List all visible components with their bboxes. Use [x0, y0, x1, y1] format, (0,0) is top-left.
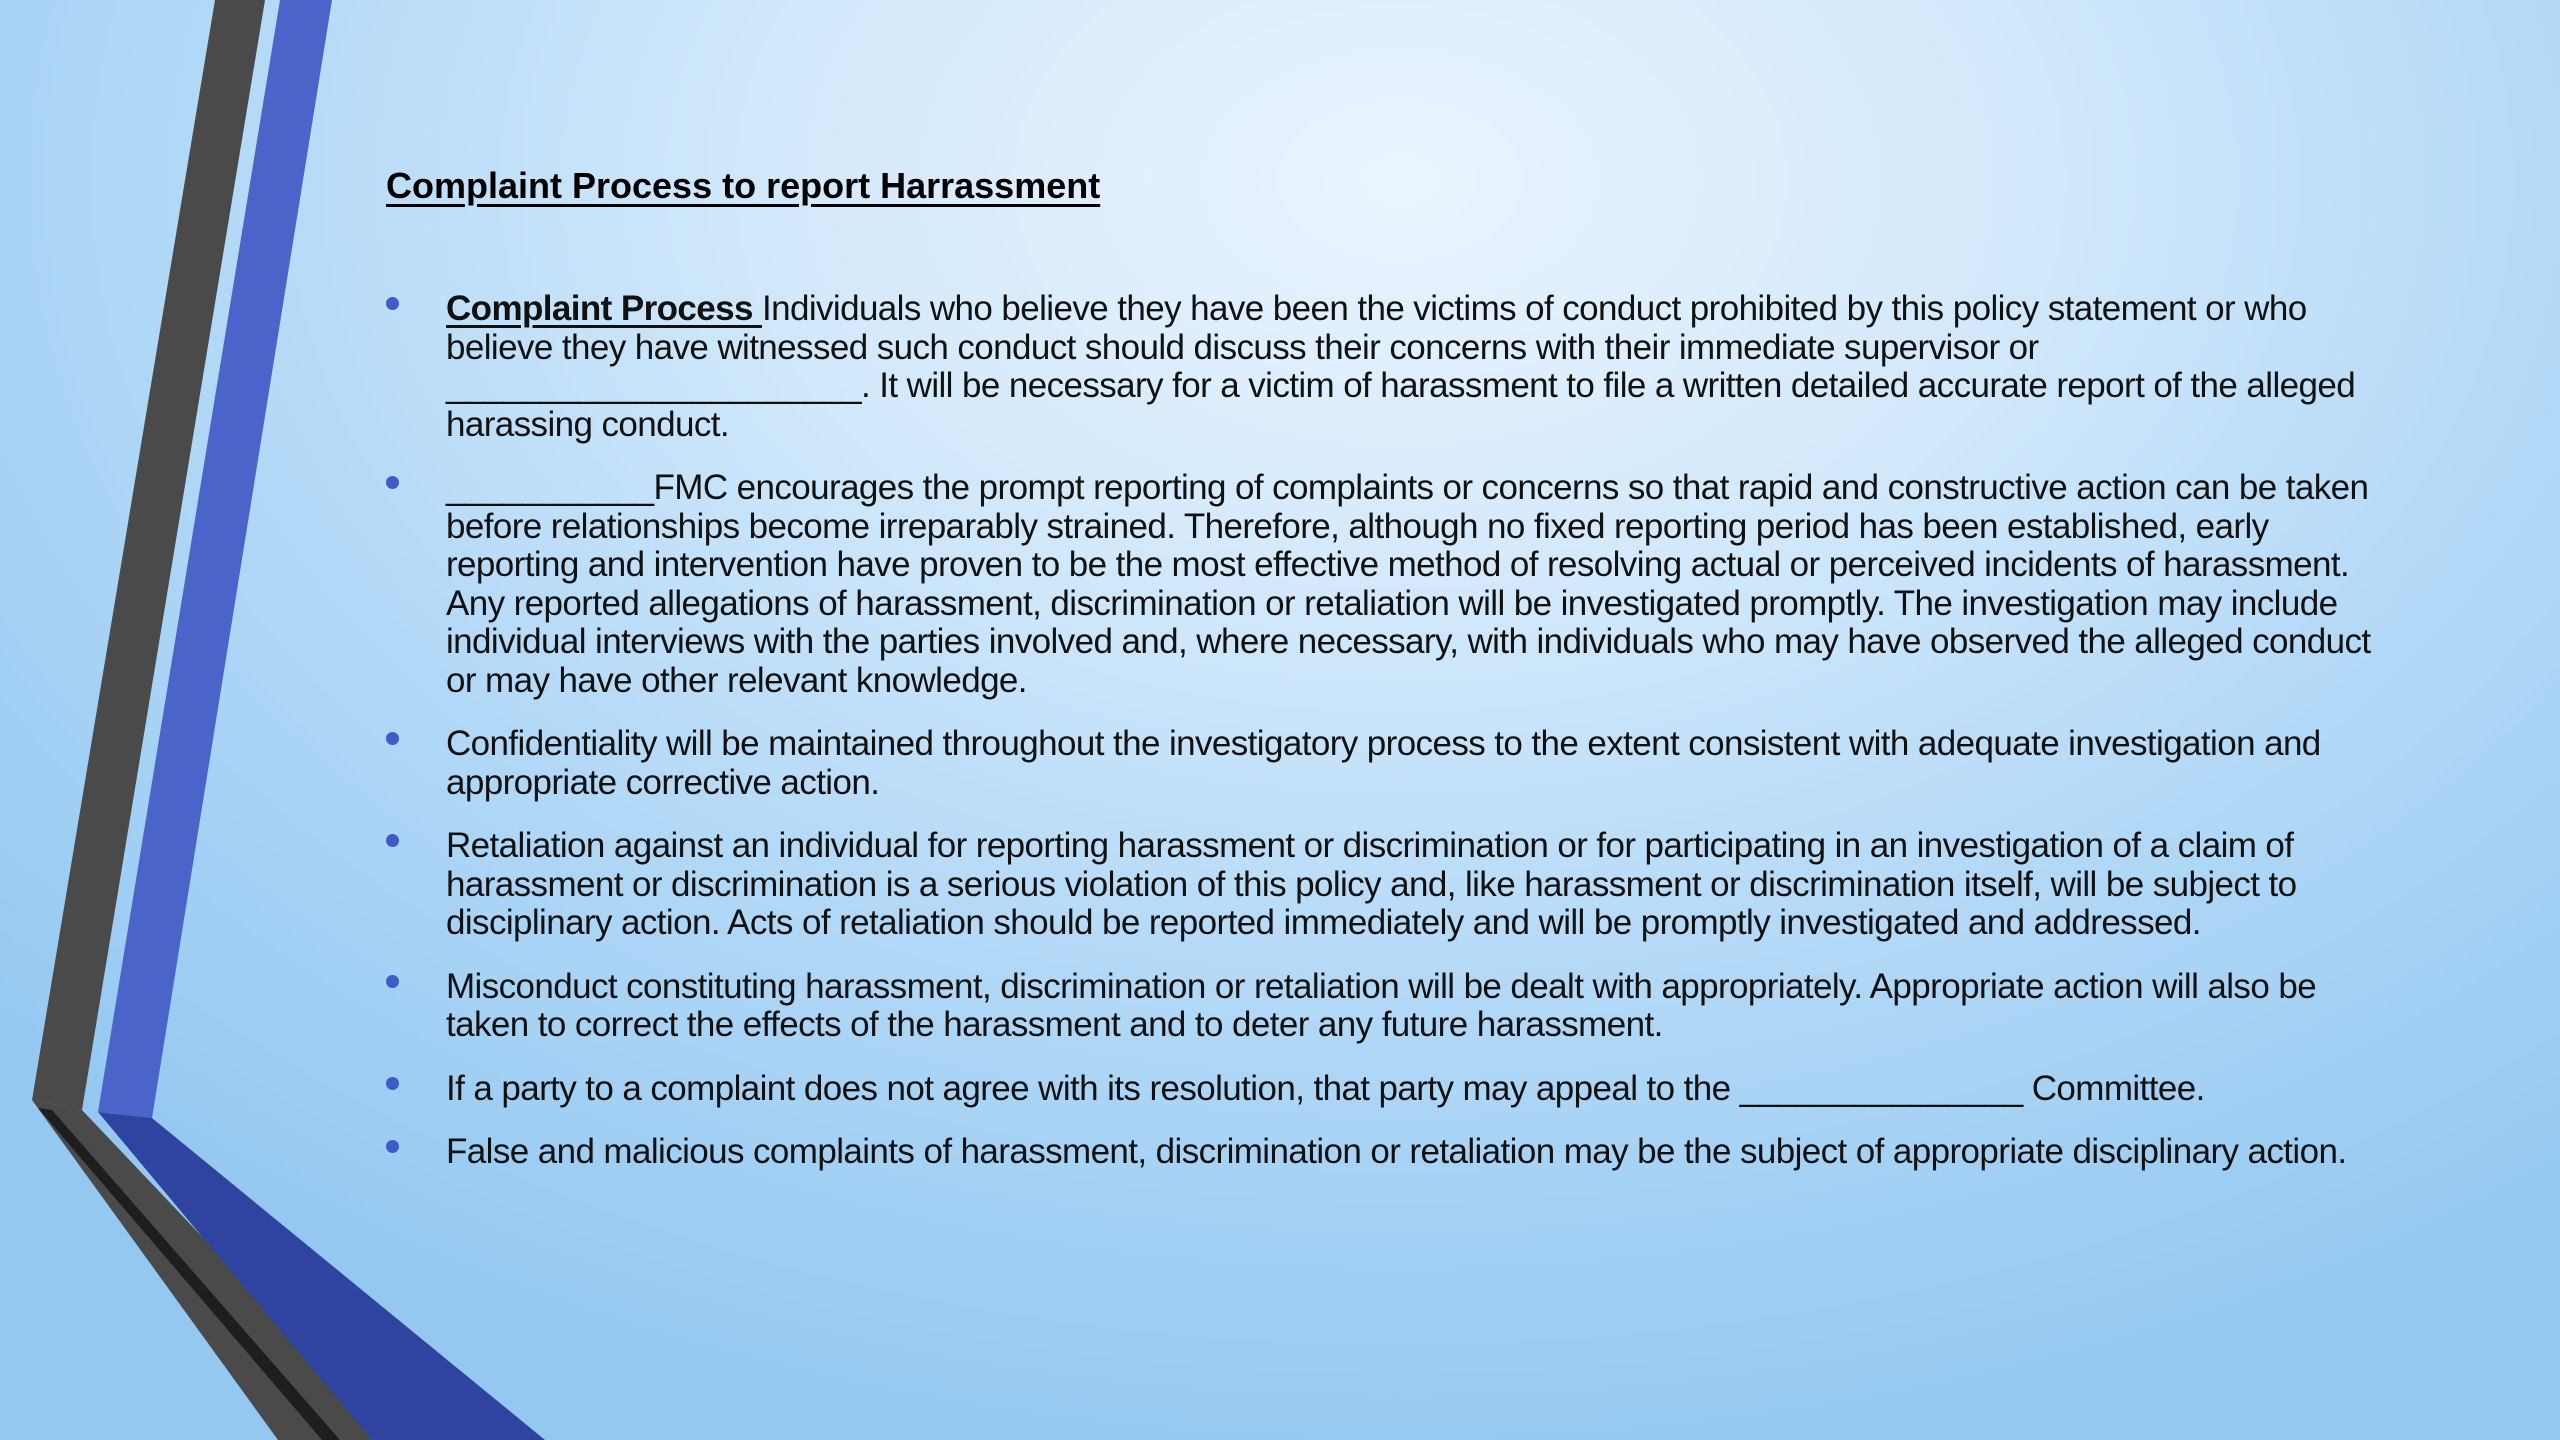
bullet-text: False and malicious complaints of harassment, discrimination or retaliation may be the subject of appropriate disciplinary action. [446, 1132, 2347, 1171]
bullet-dot [386, 297, 399, 310]
bullet-text: Retaliation against an individual for reporting harassment or discrimination or for participating in an investigation of a claim of harassment or discrimination is a serious violation of this policy and, like harassment or discrimination itself, will be subject to disciplinary action. Acts of retaliation should be reported immediately and will be promptly investigated and addressed. [446, 826, 2297, 942]
bullet-dot [386, 834, 399, 847]
bullet-text: Confidentiality will be maintained throughout the investigatory process to the extent consistent with adequate investigation and appropriate corrective action. [446, 724, 2321, 802]
bullet-item [386, 968, 2396, 1045]
bullet-dot [386, 975, 399, 988]
bullet-text: Misconduct constituting harassment, discrimination or retaliation will be dealt with appropriately. Appropriate action will also be taken to correct the effects of the harassment and to deter any future harassment. [446, 966, 2317, 1044]
slide-title: Complaint Process to report Harrassment [386, 165, 1101, 206]
bullet-lead: Complaint Process [446, 289, 762, 328]
bullet-dot [386, 732, 399, 745]
bullet-list [386, 290, 2396, 1197]
bullet-dot [386, 1140, 399, 1153]
bullet-text: If a party to a complaint does not agree with its resolution, that party may appeal to the _______________ Committee. [446, 1068, 2205, 1108]
bullet-text: ___________FMC encourages the prompt reporting of complaints or concerns so that rapid and constructive action can be taken before relationships become irreparably strained. Therefore, although no fixed reporting period has been established, early reporting and intervention have proven to be the most effective method of resolving actual or perceived incidents of harassment. Any reported allegations of harassment, discrimination or retaliation will be investigated promptly. The investigation may include individual interviews with the parties involved and, where necessary, with individuals who may have observed the alleged conduct or may have other relevant knowledge. [446, 468, 2371, 700]
bullet-item [386, 290, 2396, 444]
bullet-item [386, 1133, 2396, 1172]
bullet-dot [386, 1077, 399, 1090]
bullet-text: Individuals who believe they have been the victims of conduct prohibited by this policy statement or who believe they have witnessed such conduct should discuss their concerns with their immediate supervisor or ______________________. It will be necessary for a victim of harassment to file a written detailed accurate report of the alleged harassing conduct. [446, 289, 2356, 444]
bullet-dot [386, 476, 399, 489]
bullet-item [386, 469, 2396, 700]
bullet-item [386, 1070, 2396, 1109]
bullet-item [386, 827, 2396, 943]
bullet-item [386, 725, 2396, 802]
